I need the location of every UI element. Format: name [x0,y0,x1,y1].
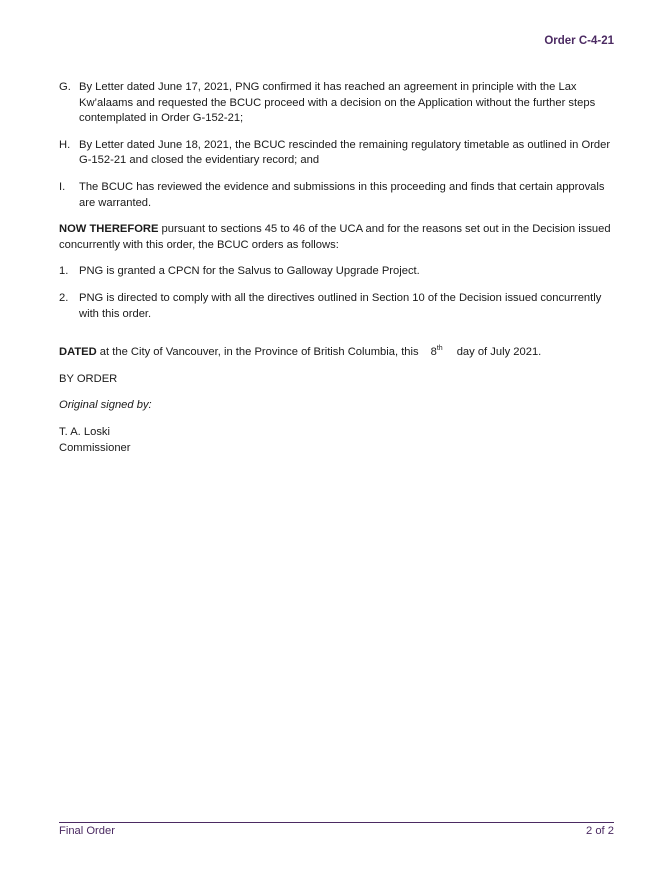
order-item [59,264,615,280]
dated-paragraph [59,345,615,361]
order-label: 1. [59,265,69,278]
now-therefore-lead: NOW THEREFORE [59,223,159,236]
by-order: BY ORDER [59,372,118,385]
order-label: 2. [59,291,69,304]
recital-label: H. [59,138,71,151]
footer-document-type: Final Order [59,825,115,837]
dated-lead: DATED [59,346,97,359]
document-body [59,80,615,456]
signature-block [59,425,615,456]
recital-item [59,80,615,127]
original-signed-label: Original signed by: [59,399,152,412]
recital-label: I. [59,180,66,193]
signatory-name: T. A. Loski [59,425,110,438]
footer-page-number: 2 of 2 [586,825,614,837]
recital-item [59,180,615,211]
now-therefore-text: pursuant to sections 45 to 46 of the UCA and for the reasons set out in the Decision issued concurrently with this order, the BCUC orders as follows: [59,223,611,251]
order-text: PNG is directed to comply with all the directives outlined in Section 10 of the Decision issued concurrently with this order. [79,291,602,320]
dated-text: at the City of Vancouver, in the Province of British Columbia, this [96,346,419,359]
dated-day [431,346,443,358]
recital-item [59,138,615,169]
footer-divider [59,822,614,823]
now-therefore-paragraph [59,222,615,253]
recital-text: By Letter dated June 17, 2021, PNG confirmed it has reached an agreement in principle with the Lax Kw’alaams and requested the BCUC proceed with a decision on the Application without the further steps contemplated in Order G-152-21; [79,81,596,125]
order-number: Order C-4-21 [544,35,614,47]
order-text: PNG is granted a CPCN for the Salvus to Galloway Upgrade Project. [79,265,420,278]
dated-day-suffix: th [436,345,443,353]
recital-text: By Letter dated June 18, 2021, the BCUC rescinded the remaining regulatory timetable as outlined in Order G-152-21 and closed the evidentiary record; and [79,138,611,167]
recital-text: The BCUC has reviewed the evidence and submissions in this proceeding and finds that certain approvals are warranted. [79,180,605,209]
dated-rest: day of July 2021. [456,346,542,359]
recital-label: G. [59,81,71,93]
order-item [59,291,615,322]
dated-day-number: 8 [430,346,437,359]
signatory-title: Commissioner [59,441,131,454]
